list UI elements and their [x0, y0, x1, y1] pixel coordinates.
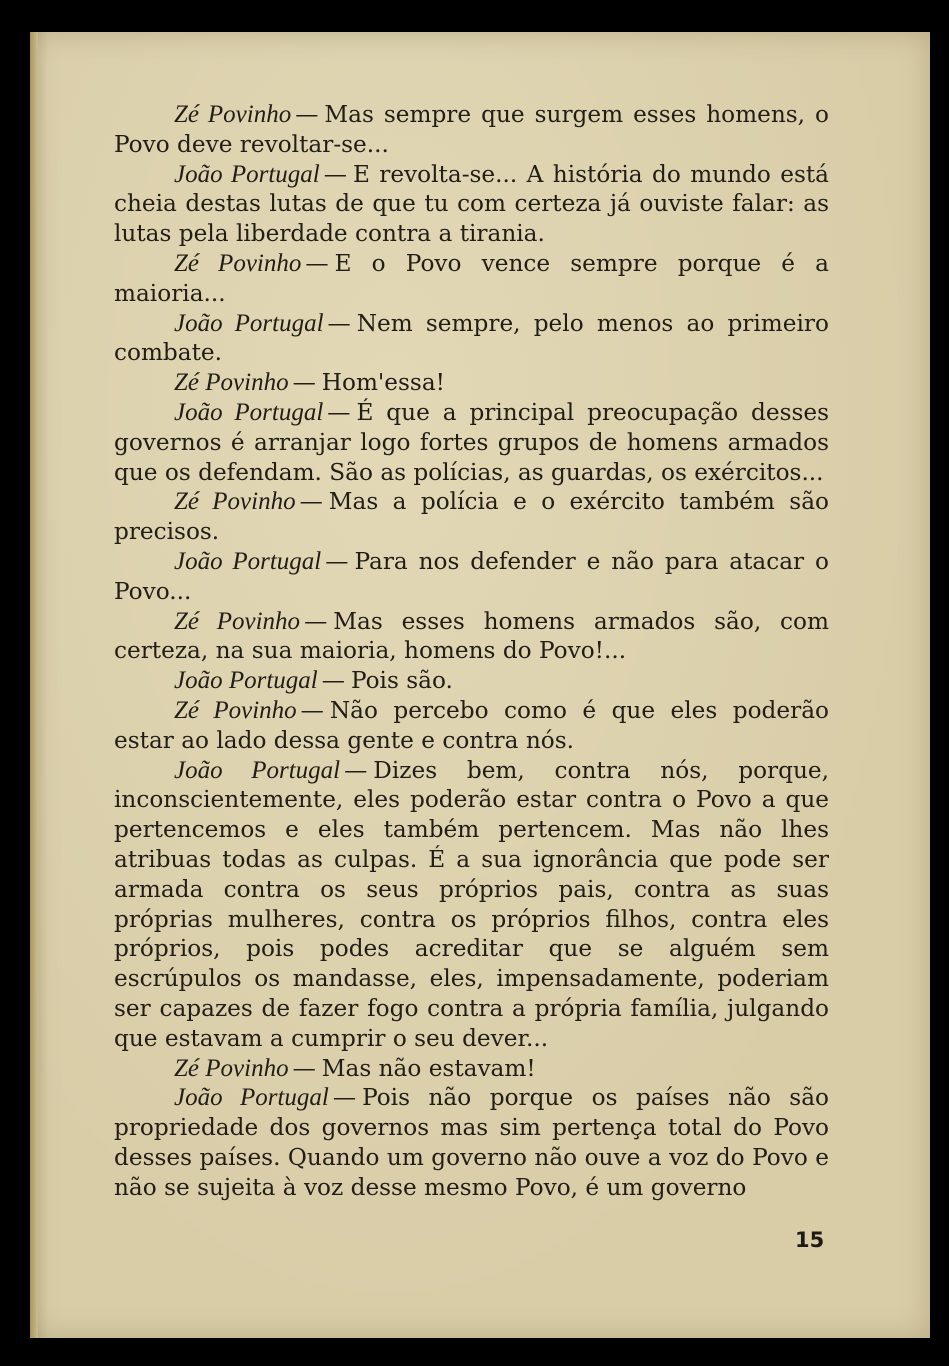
book-spine [30, 32, 38, 1338]
dialogue-line: Mas esses homens armados são, com certeza, na sua maioria, homens do Povo!... [114, 607, 829, 665]
dialogue-line: Pois não porque os países não são propriedade dos governos mas sim pertença total do Povo desses países. Quando um governo não ouve a voz do Povo e não se sujeita à voz desse mesmo Povo, é um governo [114, 1084, 829, 1201]
em-dash: — [323, 160, 347, 188]
speaker-name: Zé Povinho [174, 488, 296, 516]
speaker-name: João Portugal [174, 1084, 329, 1112]
dialogue-paragraph [114, 398, 829, 487]
dialogue-line: Hom'essa! [321, 369, 445, 397]
dialogue-line: Pois são. [350, 667, 453, 695]
dialogue-line: E revolta-se... A história do mundo está cheia destas lutas de que tu com certeza já ouviste falar: as lutas pela liberdade contra a tirania. [114, 160, 829, 248]
dialogue-line: Para nos defender e não para atacar o Povo... [114, 547, 829, 605]
dialogue-paragraph [114, 368, 829, 398]
dialogue-text [114, 100, 829, 1202]
speaker-name: João Portugal [174, 309, 324, 337]
em-dash: — [292, 1054, 316, 1082]
em-dash: — [344, 756, 368, 784]
dialogue-paragraph [114, 100, 829, 160]
dialogue-line: E o Povo vence sempre porque é a maioria... [114, 249, 829, 307]
dialogue-paragraph [114, 1083, 829, 1202]
dialogue-paragraph [114, 309, 829, 369]
dialogue-paragraph [114, 666, 829, 696]
speaker-name: João Portugal [174, 398, 324, 426]
dialogue-paragraph [114, 696, 829, 756]
dialogue-line: Dizes bem, contra nós, porque, inconscientemente, eles poderão estar contra o Povo a que pertencemos e eles também pertencem. Mas não lhes atribuas todas as culpas. É a sua ignorância que pode ser armada contra os seus próprios pais, contra as suas próprias mulheres, contra os próprios filhos, contra eles próprios, pois podes acreditar que se alguém sem escrúpulos os mandasse, eles, impensadamente, poderiam ser capazes de fazer fogo contra a própria família, julgando que estavam a cumprir o seu dever... [114, 756, 830, 1052]
dialogue-paragraph [114, 756, 829, 1054]
speaker-name: Zé Povinho [174, 249, 302, 277]
em-dash: — [327, 309, 351, 337]
dialogue-paragraph [114, 160, 829, 249]
dialogue-line: Mas sempre que surgem esses homens, o Povo deve revoltar-se... [114, 101, 829, 158]
em-dash: — [321, 667, 345, 695]
speaker-name: Zé Povinho [174, 101, 292, 128]
dialogue-line: Mas não estavam! [321, 1054, 536, 1082]
dialogue-line: Mas a polícia e o exército também são precisos. [114, 488, 829, 546]
em-dash: — [332, 1084, 357, 1112]
speaker-name: João Portugal [174, 547, 322, 575]
em-dash: — [292, 369, 316, 397]
dialogue-paragraph [114, 249, 829, 309]
dialogue-paragraph [114, 487, 829, 547]
em-dash: — [304, 607, 328, 635]
em-dash: — [300, 696, 324, 724]
em-dash: — [325, 547, 349, 575]
dialogue-paragraph [114, 547, 829, 607]
dialogue-line: Nem sempre, pelo menos ao primeiro combate. [114, 309, 829, 367]
dialogue-line: É que a principal preocupação desses governos é arranjar logo fortes grupos de homens armados que os defendam. São as polícias, as guardas, os exércitos... [114, 398, 829, 486]
speaker-name: João Portugal [174, 756, 341, 784]
speaker-name: Zé Povinho [174, 369, 289, 397]
speaker-name: João Portugal [174, 160, 320, 188]
em-dash: — [305, 249, 329, 277]
em-dash: — [299, 488, 323, 516]
speaker-name: Zé Povinho [174, 1054, 289, 1082]
speaker-name: Zé Povinho [174, 696, 297, 724]
em-dash: — [295, 101, 319, 128]
dialogue-line: Não percebo como é que eles poderão estar ao lado dessa gente e contra nós. [114, 696, 829, 754]
page-number: 15 [795, 1228, 825, 1252]
speaker-name: Zé Povinho [174, 607, 301, 635]
dialogue-paragraph [114, 607, 829, 667]
speaker-name: João Portugal [174, 667, 318, 695]
em-dash: — [327, 398, 351, 426]
dialogue-paragraph [114, 1054, 829, 1084]
